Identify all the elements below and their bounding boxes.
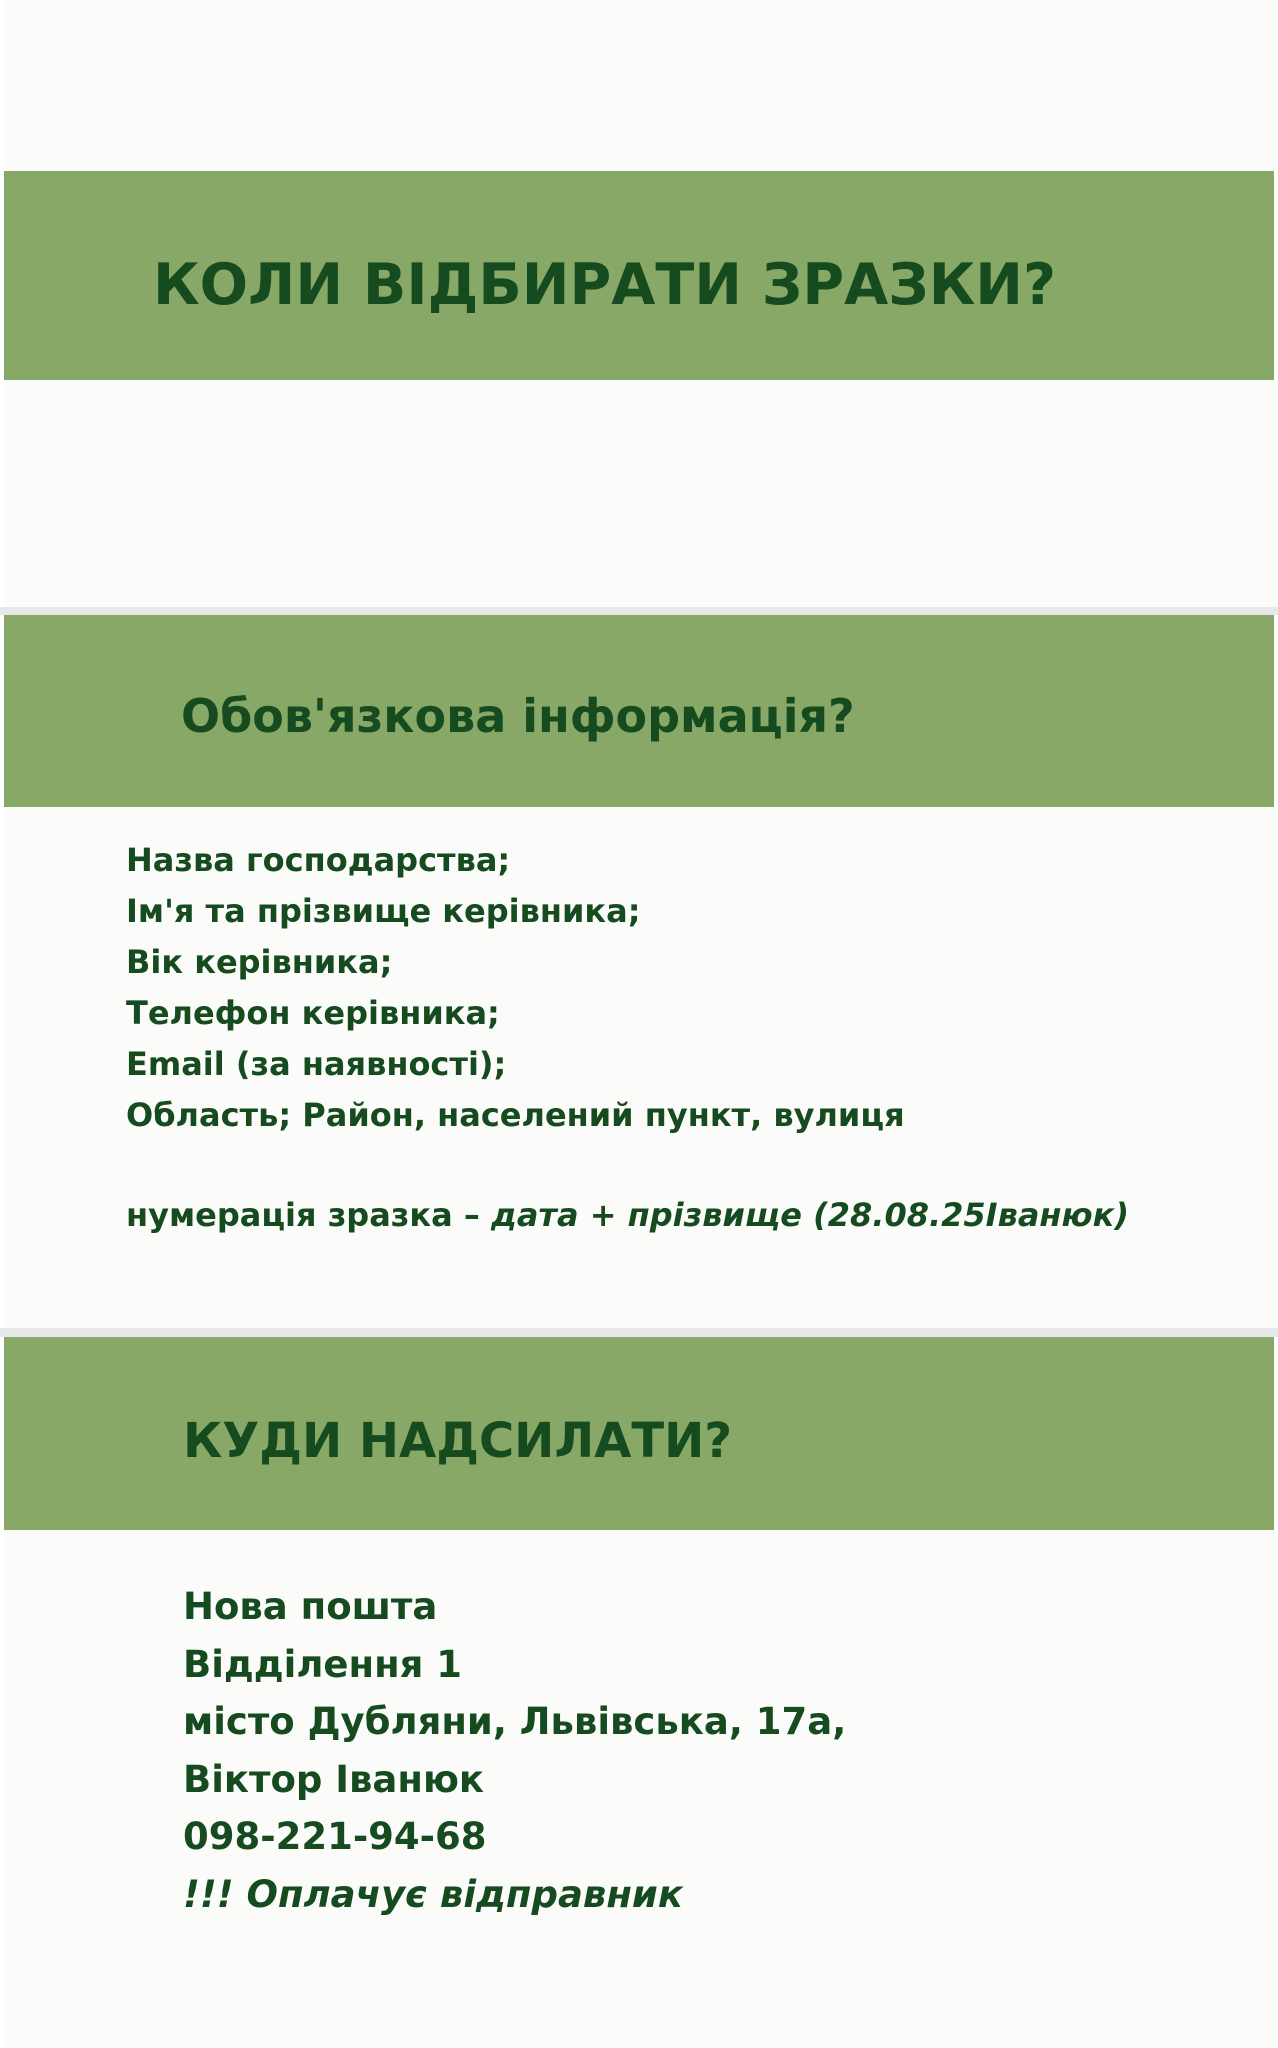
list-item: Вік керівника;: [126, 943, 393, 981]
list-item: Ім'я та прізвище керівника;: [126, 892, 641, 930]
list-item: Email (за наявності);: [126, 1045, 507, 1083]
list-item: Назва господарства;: [126, 841, 511, 879]
address-line: місто Дубляни, Львівська, 17а,: [183, 1700, 847, 1743]
address-line: Віктор Іванюк: [183, 1757, 485, 1801]
phone-number: 098-221-94-68: [183, 1815, 487, 1858]
sample-numbering-label: нумерація зразка –: [126, 1196, 491, 1234]
page-separator: [0, 1328, 1278, 1337]
required-info-list: [126, 835, 905, 1141]
payment-note: !!! Оплачує відправник: [183, 1872, 683, 1916]
address-line: Нова пошта: [183, 1585, 438, 1628]
page-separator: [0, 607, 1278, 615]
shipping-address: [183, 1578, 846, 1923]
section-title-info: Обов'язкова інформація?: [181, 689, 855, 743]
section-title-where: КУДИ НАДСИЛАТИ?: [183, 1413, 733, 1469]
section-title-when: КОЛИ ВІДБИРАТИ ЗРАЗКИ?: [153, 252, 1057, 318]
list-item: Телефон керівника;: [126, 994, 500, 1032]
sample-numbering: [126, 1190, 1129, 1241]
address-line: Відділення 1: [183, 1642, 463, 1686]
list-item: Область; Район, населений пункт, вулиця: [126, 1096, 905, 1134]
sample-numbering-format: дата + прізвище (28.08.25Іванюк): [490, 1196, 1129, 1234]
